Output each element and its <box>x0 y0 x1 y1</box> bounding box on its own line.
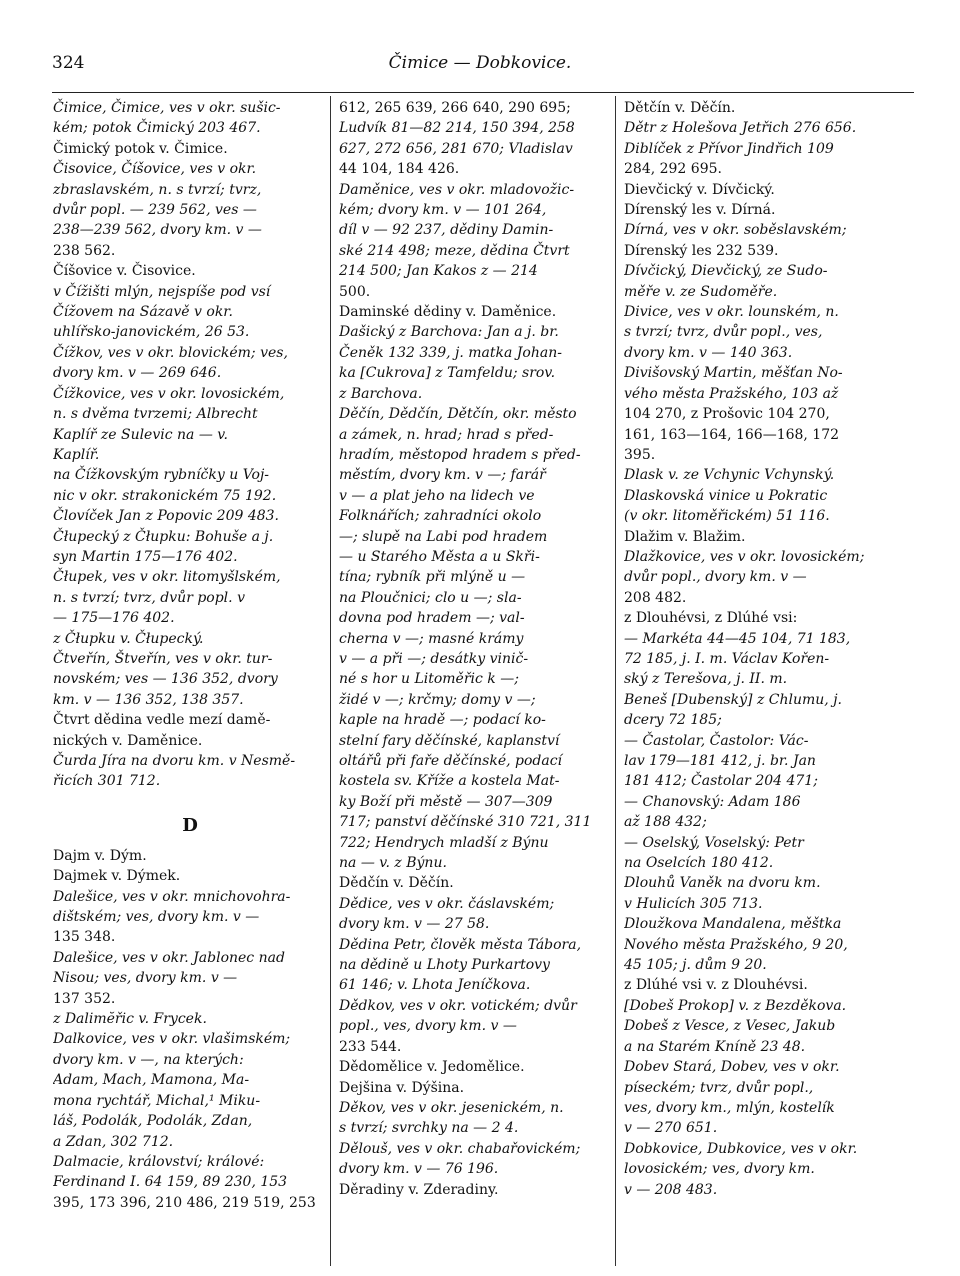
column-middle <box>339 98 613 1258</box>
entry-line: v — a plat jeho na lidech ve <box>339 487 535 504</box>
entry-line: Dajm v. Dým. <box>53 847 147 864</box>
entry-line: v — 270 651. <box>624 1120 718 1137</box>
entry-line: v — 208 483. <box>624 1181 718 1198</box>
entry-line: 395, 173 396, 210 486, 219 519, 253 <box>53 1194 316 1211</box>
entry-line: kém; dvory km. v — 101 264, <box>339 202 547 219</box>
entry-line: ské 214 498; meze, dědina Čtvrt <box>339 242 570 259</box>
entry-line: 208 482. <box>624 589 687 606</box>
entry-line: 500. <box>339 283 371 300</box>
entry-line: 214 500; Jan Kakos z — 214 <box>339 263 538 280</box>
entry-line: Čurda Jíra na dvoru km. v Nesmě- <box>53 753 296 769</box>
entry-line: 137 352. <box>53 990 116 1007</box>
entry-line: dvory km. v —, na kterých: <box>53 1051 244 1068</box>
entry-line: ka [Cukrova] z Tamfeldu; srov. <box>339 365 556 382</box>
entry-line: Dajmek v. Dýmek. <box>53 868 181 885</box>
entry-line: Dlažim v. Blažim. <box>624 528 746 545</box>
spacer <box>53 792 327 806</box>
entry-line: Dloužkova Mandalena, měštka <box>624 916 842 933</box>
entry-line: kostela sv. Kříže a kostela Mat- <box>339 773 560 790</box>
entry-line: Dlaskovská vinice u Pokratic <box>624 487 828 504</box>
entry-line: Dalešice, ves v okr. mnichovohra- <box>53 888 291 905</box>
entry-line: Dívčický, Dievčický, ze Sudo- <box>624 263 828 280</box>
entry-line: Děčín, Dědčín, Dětčín, okr. město <box>339 406 577 423</box>
entry-line: Nového města Pražského, 9 20, <box>624 936 848 953</box>
entry-line: kaple na hradě —; podací ko- <box>339 712 546 729</box>
entry-line: Čimice, Čimice, ves v okr. sušic- <box>53 100 281 116</box>
page-number: 324 <box>52 53 85 73</box>
entry-line: Nisou; ves, dvory km. v — <box>53 970 238 987</box>
entry-line: Dědomělice v. Jedomělice. <box>339 1059 525 1076</box>
entry-line: židé v —; krčmy; domy v —; <box>339 691 536 708</box>
entry-line: Dírenský les v. Dírná. <box>624 202 776 219</box>
entry-line: s tvrzí; svrchky na — 2 4. <box>339 1120 519 1137</box>
entry-line: 395. <box>624 446 656 463</box>
entry-line: Dlouhů Vaněk na dvoru km. <box>624 875 821 892</box>
entry-line: hradím, městopod hradem s před- <box>339 446 581 463</box>
entry-line: Dlažkovice, ves v okr. lovosickém; <box>624 548 865 565</box>
entry-line: dvůr popl. — 239 562, ves — <box>53 202 257 219</box>
entry-line: Kaplíř. <box>53 446 100 463</box>
entry-line: až 188 432; <box>624 814 707 831</box>
entry-line: —; slupě na Labi pod hradem <box>339 528 548 545</box>
entry-line: a Zdan, 302 712. <box>53 1133 174 1150</box>
entry-line: v Hulicích 305 713. <box>624 895 763 912</box>
entry-line: uhlířsko-janovickém, 26 53. <box>53 324 250 341</box>
entry-line: Čłupecký z Čłupku: Bohuše a j. <box>53 528 274 545</box>
entry-line: lav 179—181 412, j. br. Jan <box>624 753 816 769</box>
entry-line: Dobkovice, Dubkovice, ves v okr. <box>624 1140 858 1157</box>
entry-line: Daměnice, ves v okr. mladovožic- <box>339 181 575 198</box>
entry-line: — Chanovský: Adam 186 <box>624 793 801 810</box>
entry-line: Čłupek, ves v okr. litomyšlském, <box>53 569 281 586</box>
entry-line: Čeněk 132 339, j. matka Johan- <box>339 344 562 361</box>
entry-line: syn Martin 175—176 402. <box>53 548 238 565</box>
entry-line: 722; Hendrych mladší z Býnu <box>339 834 549 851</box>
entry-line: Dašický z Barchova: Jan a j. br. <box>339 324 559 341</box>
entry-line: né s hor u Litoměřic k —; <box>339 671 519 688</box>
entry-line: oltářů při faře děčínské, podací <box>339 753 563 769</box>
entry-line: n. s tvrzí; tvrz, dvůr popl. v <box>53 589 245 606</box>
entry-line: Číšovice v. Čisovice. <box>53 263 196 280</box>
entry-line: Čtvrt dědina vedle mezí damě- <box>53 712 271 729</box>
entry-line: popl., ves, dvory km. v — <box>339 1018 517 1035</box>
entry-line: Děkov, ves v okr. jesenickém, n. <box>339 1099 564 1116</box>
column-right <box>624 98 898 1258</box>
entry-line: Folknářích; zahradníci okolo <box>339 508 542 525</box>
entry-line: městím, dvory km. v —; farář <box>339 467 546 484</box>
entry-line: z Dlouhévsi, z Dlúhé vsi: <box>624 610 798 627</box>
entry-line: Dobev Stará, Dobev, ves v okr. <box>624 1059 840 1076</box>
entry-line: s tvrzí; tvrz, dvůr popl., ves, <box>624 324 823 341</box>
entry-line: měře v. ze Sudoměře. <box>624 283 778 300</box>
entry-line: vého města Pražského, 103 až <box>624 385 839 402</box>
column-divider <box>330 96 331 1266</box>
column-divider <box>615 96 616 1266</box>
section-letter-heading: D <box>182 814 198 836</box>
entry-line: — Častolar, Častolor: Vác- <box>624 732 809 749</box>
entry-line: — Oselský, Voselský: Petr <box>624 834 804 851</box>
entry-line: 104 270, z Prošovic 104 270, <box>624 406 830 423</box>
entry-line: v — a při —; desátky vinič- <box>339 650 529 667</box>
entry-line: Ludvík 81—82 214, 150 394, 258 <box>339 120 575 137</box>
entry-line: a zámek, n. hrad; hrad s před- <box>339 426 554 443</box>
entry-line: Čížkovice, ves v okr. lovosickém, <box>53 385 285 402</box>
entry-line: 45 105; j. dům 9 20. <box>624 957 767 974</box>
entry-line: v Čížišti mlýn, nejspíše pod vsí <box>53 283 271 300</box>
entry-line: Divišovský Martin, měšťan No- <box>624 365 843 382</box>
entry-line: 135 348. <box>53 929 116 946</box>
entry-line: kém; potok Čimický 203 467. <box>53 120 261 137</box>
entry-line: Dlask v. ze Vchynic Vchynský. <box>624 467 835 484</box>
entry-line: z Dalimĕřic v. Frycek. <box>53 1011 207 1028</box>
entry-line: Dětr z Holešova Jetřich 276 656. <box>624 120 857 137</box>
entry-line: Človíček Jan z Popovic 209 483. <box>53 508 280 525</box>
entry-line: 181 412; Častolar 204 471; <box>624 773 818 790</box>
entry-line: dovna pod hradem —; val- <box>339 610 525 627</box>
entry-line: dvory km. v — 27 58. <box>339 916 490 933</box>
entry-line: a na Starém Kníně 23 48. <box>624 1038 806 1055</box>
entry-line: km. v — 136 352, 138 357. <box>53 691 244 708</box>
entry-line: Ferdinand I. 64 159, 89 230, 153 <box>53 1174 288 1191</box>
entry-line: zbraslavském, n. s tvrzí; tvrz, <box>53 181 262 198</box>
entry-line: Dědčín v. Děčín. <box>339 875 454 892</box>
entry-line: 61 146; v. Lhota Jeníčkova. <box>339 977 531 994</box>
header-rule <box>52 92 914 93</box>
entry-line: 627, 272 656, 281 670; Vladislav <box>339 140 573 157</box>
entry-line: Dobeš z Vesce, z Vesec, Jakub <box>624 1018 836 1035</box>
entry-line: ves, dvory km., mlýn, kostelík <box>624 1099 835 1116</box>
entry-line: Divice, ves v okr. lounském, n. <box>624 304 839 321</box>
entry-line: dvory km. v — 76 196. <box>339 1161 499 1178</box>
entry-line: na — v. z Býnu. <box>339 855 447 872</box>
entry-line: 717; panství děčínské 310 721, 311 <box>339 814 592 831</box>
entry-line: Dírná, ves v okr. soběslavském; <box>624 222 847 239</box>
entry-line: Dalkovice, ves v okr. vlašimském; <box>53 1031 291 1048</box>
entry-line: 72 185, j. I. m. Václav Kořen- <box>624 650 830 667</box>
entry-line: dvůr popl., dvory km. v — <box>624 569 807 586</box>
entry-line: dištském; ves, dvory km. v — <box>53 909 260 926</box>
entry-line: dcery 72 185; <box>624 712 722 729</box>
entry-line: stelní fary děčínské, kaplanství <box>339 732 560 749</box>
entry-line: Dědina Petr, člověk města Tábora, <box>339 936 582 953</box>
entry-line: díl v — 92 237, dědiny Damin- <box>339 222 554 239</box>
entry-line: Čtveřín, Štveřín, ves v okr. tur- <box>53 650 273 667</box>
entry-line: Děradiny v. Zderadiny. <box>339 1181 499 1198</box>
entry-line: 161, 163—164, 166—168, 172 <box>624 426 840 443</box>
entry-line: Dalešice, ves v okr. Jablonec nad <box>53 949 285 966</box>
running-head: Čimice — Dobkovice. <box>388 53 572 73</box>
entry-line: láš, Podolák, Podolák, Zdan, <box>53 1113 253 1130</box>
entry-line: Čisovice, Číšovice, ves v okr. <box>53 161 257 178</box>
entry-line: Dětčín v. Děčín. <box>624 100 736 116</box>
entry-line: ský z Terešova, j. II. m. <box>624 671 788 688</box>
entry-line: — u Starého Města a u Skři- <box>339 548 540 565</box>
entry-line: 284, 292 695. <box>624 161 722 178</box>
entry-line: na dědině u Lhoty Purkartovy <box>339 957 550 974</box>
entry-line: dvory km. v — 140 363. <box>624 344 793 361</box>
entry-line: — 175—176 402. <box>53 610 175 627</box>
entry-line: řicích 301 712. <box>53 773 161 790</box>
entry-line: Diblíček z Přívor Jindřich 109 <box>624 140 834 157</box>
column-left <box>53 98 327 1258</box>
entry-line: nic v okr. strakonickém 75 192. <box>53 487 277 504</box>
entry-line: 44 104, 184 426. <box>339 161 460 178</box>
entry-line: Daminské dědiny v. Daměnice. <box>339 304 557 321</box>
entry-line: [Dobeš Prokop] v. z Bezděkova. <box>624 997 847 1014</box>
entry-line: z Dlúhé vsi v. z Dlouhévsi. <box>624 977 808 994</box>
entry-line: lovosickém; ves, dvory km. <box>624 1161 815 1178</box>
entry-line: Dalmacie, království; králové: <box>53 1153 265 1170</box>
entry-line: Dievčický v. Dívčický. <box>624 181 775 198</box>
entry-line: Dědice, ves v okr. čáslavském; <box>339 895 555 912</box>
entry-line: Čimický potok v. Čimice. <box>53 140 228 157</box>
entry-line: ky Boží při městě — 307—309 <box>339 793 553 810</box>
entry-line: z Čłupku v. Čłupecký. <box>53 630 204 647</box>
entry-line: cherna v —; masné krámy <box>339 630 524 647</box>
entry-line: 238 562. <box>53 242 116 259</box>
entry-line: 233 544. <box>339 1038 402 1055</box>
entry-line: na Čížkovským rybníčky u Voj- <box>53 467 270 484</box>
entry-line: — Markéta 44—45 104, 71 183, <box>624 630 851 647</box>
entry-line: na Ploučnici; clo u —; sla- <box>339 589 522 606</box>
entry-line: 238—239 562, dvory km. v — <box>53 222 262 239</box>
entry-line: Čížkov, ves v okr. blovickém; ves, <box>53 344 288 361</box>
entry-line: nických v. Daměnice. <box>53 732 203 749</box>
entry-line: píseckém; tvrz, dvůr popl., <box>624 1079 814 1096</box>
entry-line: (v okr. litoměřickém) 51 116. <box>624 508 830 525</box>
entry-line: Dírenský les 232 539. <box>624 242 779 259</box>
entry-line: n. s dvěma tvrzemi; Albrecht <box>53 406 258 423</box>
entry-line: Dělouš, ves v okr. chabařovickém; <box>339 1140 581 1157</box>
entry-line: mona rychtář, Michal,¹ Miku- <box>53 1092 261 1109</box>
page-header <box>52 50 908 76</box>
entry-line: Adam, Mach, Mamona, Ma- <box>53 1072 250 1089</box>
entry-line: Čížovem na Sázavě v okr. <box>53 304 233 321</box>
entry-line: dvory km. v — 269 646. <box>53 365 222 382</box>
entry-line: Dědkov, ves v okr. votickém; dvůr <box>339 997 577 1014</box>
entry-line: novském; ves — 136 352, dvory <box>53 671 278 688</box>
entry-line: Kaplíř ze Sulevic na — v. <box>53 426 228 443</box>
entry-line: 612, 265 639, 266 640, 290 695; <box>339 100 571 116</box>
entry-line: tína; rybník při mlýně u — <box>339 569 526 586</box>
entry-line: na Oselcích 180 412. <box>624 855 774 872</box>
entry-line: z Barchova. <box>339 385 423 402</box>
entry-line: Beneš [Dubenský] z Chlumu, j. <box>624 691 842 708</box>
entry-line: Dejšina v. Dýšina. <box>339 1079 465 1096</box>
